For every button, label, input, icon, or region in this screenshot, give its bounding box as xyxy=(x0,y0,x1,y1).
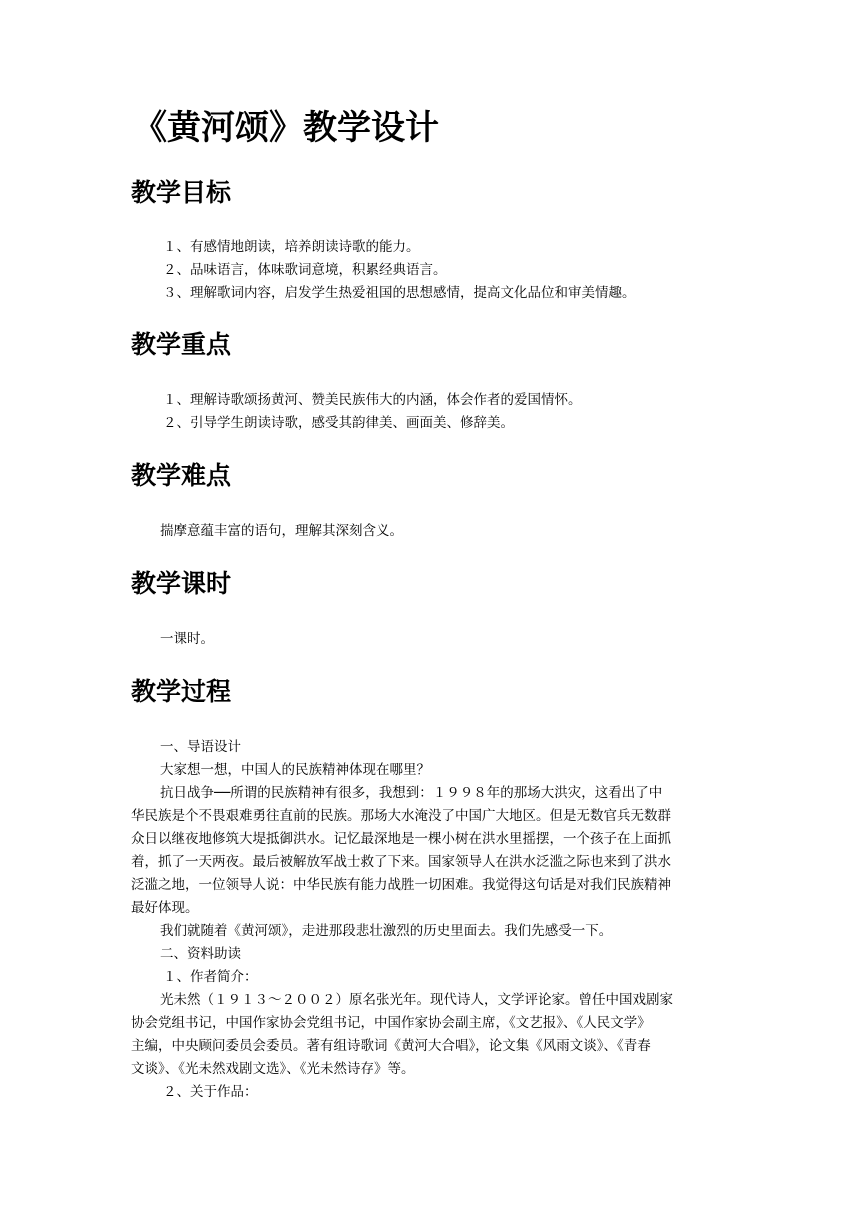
section-heading-difficulties: 教学难点 xyxy=(131,461,232,490)
section-heading-periods: 教学课时 xyxy=(131,569,232,598)
key-point-item-2: ２、引导学生朗读诗歌，感受其韵律美、画面美、修辞美。 xyxy=(163,415,514,431)
periods-text: 一课时。 xyxy=(160,631,214,647)
process-paragraph-2-line: 着，抓了一天两夜。最后被解放军战士救了下来。国家领导人在洪水泛滥之际也来到了洪水 xyxy=(131,854,671,870)
author-intro-line: 光未然（１９１３～２００２）原名张光年。现代诗人，文学评论家。曾任中国戏剧家 xyxy=(160,992,673,1008)
author-intro-title: １、作者简介： xyxy=(163,969,258,985)
goal-item-3: ３、理解歌词内容，启发学生热爱祖国的思想感情，提高文化品位和审美情趣。 xyxy=(163,285,636,301)
process-paragraph-1: 大家想一想，中国人的民族精神体现在哪里？ xyxy=(160,762,430,778)
section-heading-key-points: 教学重点 xyxy=(131,330,232,359)
difficulties-text: 揣摩意蕴丰富的语句，理解其深刻含义。 xyxy=(160,523,403,539)
key-point-item-1: １、理解诗歌颂扬黄河、赞美民族伟大的内涵，体会作者的爱国情怀。 xyxy=(163,392,582,408)
section-heading-process: 教学过程 xyxy=(131,677,232,706)
process-paragraph-2-line: 众日以继夜地修筑大堤抵御洪水。记忆最深地是一棵小树在洪水里摇摆，一个孩子在上面抓 xyxy=(131,831,671,847)
process-paragraph-3: 我们就随着《黄河颂》，走进那段悲壮激烈的历史里面去。我们先感受一下。 xyxy=(160,923,613,939)
process-paragraph-2-line: 泛滥之地，一位领导人说：中华民族有能力战胜一切困难。我觉得这句话是对我们民族精神 xyxy=(131,877,671,893)
author-intro-line: 主编，中央顾问委员会委员。著有组诗歌词《黄河大合唱》，论文集《风雨文谈》、《青春 xyxy=(131,1038,651,1054)
author-intro-line: 协会党组书记，中国作家协会党组书记，中国作家协会副主席，《文艺报》、《人民文学》 xyxy=(131,1015,651,1031)
author-intro-line: 文谈》、《光未然戏剧文选》、《光未然诗存》等。 xyxy=(131,1061,415,1077)
process-paragraph-2-line: 华民族是个不畏艰难勇往直前的民族。那场大水淹没了中国广大地区。但是无数官兵无数群 xyxy=(131,808,671,824)
part2-title: 二、资料助读 xyxy=(160,946,241,962)
part1-title: 一、导语设计 xyxy=(160,739,241,755)
section-heading-goals: 教学目标 xyxy=(131,178,232,207)
process-paragraph-2-line: 抗日战争──所谓的民族精神有很多，我想到：１９９８年的那场大洪灾，这看出了中 xyxy=(160,785,663,801)
goal-item-2: ２、品味语言，体味歌词意境，积累经典语言。 xyxy=(163,262,447,278)
about-work-title: ２、关于作品： xyxy=(163,1084,258,1100)
process-paragraph-2-line: 最好体现。 xyxy=(131,900,199,916)
goal-item-1: １、有感情地朗读，培养朗读诗歌的能力。 xyxy=(163,239,420,255)
document-title: 《黄河颂》教学设计 xyxy=(133,108,439,148)
